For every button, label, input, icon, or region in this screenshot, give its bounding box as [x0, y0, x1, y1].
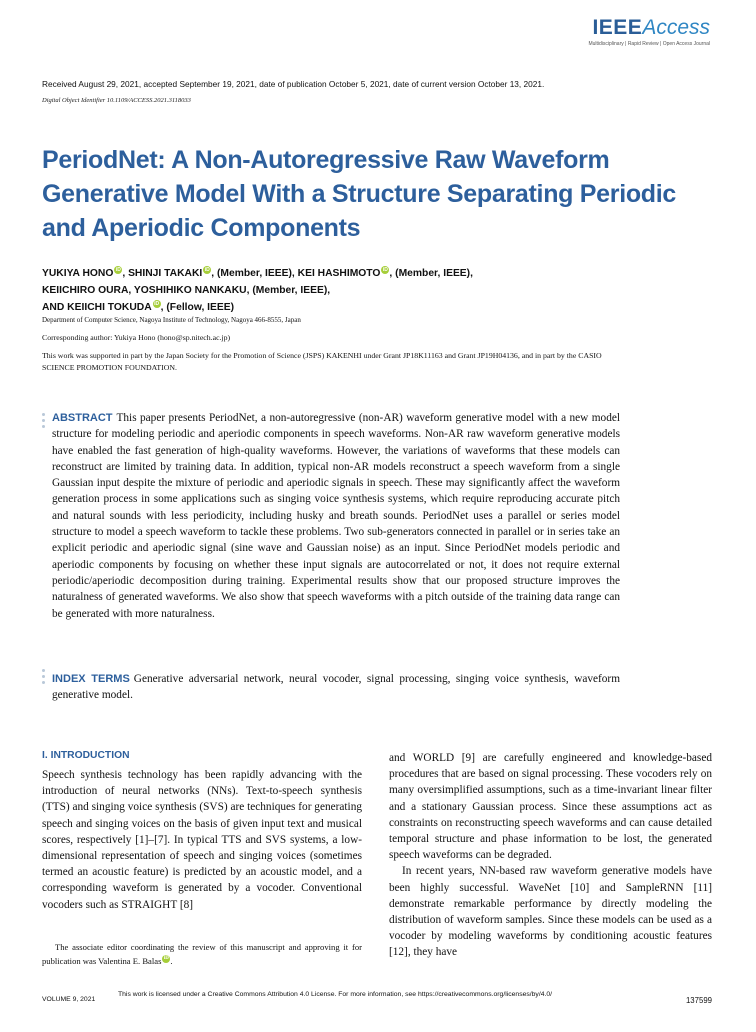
orcid-icon[interactable]: iD	[382, 267, 388, 273]
author-list	[42, 265, 702, 316]
journal-logo	[588, 16, 710, 47]
journal-name-ieee: IEEE	[592, 16, 643, 39]
orcid-icon[interactable]: iD	[204, 267, 210, 273]
corresponding-author: Corresponding author: Yukiya Hono (hono@sp.nitech.ac.jp)	[42, 333, 231, 342]
funding-statement: This work was supported in part by the Japan Society for the Promotion of Science (JSPS) KAKENHI under Grant JP18K11163 and Grant JP19H04136, and in part by the CASIO SCIENCE PROMOTION FOUNDATION.	[42, 351, 602, 372]
index-terms	[52, 671, 620, 704]
footer-page-number: 137599	[685, 996, 712, 1005]
intro-paragraph: In recent years, NN-based raw waveform generative models have been highly successful. WaveNet [10] and SampleRNN [11] demonstrate remarkable performance by directly modeling the distribution of waveform samples. Since these models can be used as a vocoder by modeling waveforms by conditioning acoustic features [12], they have	[389, 865, 712, 959]
dot	[42, 413, 45, 416]
index-terms-dots-icon	[42, 669, 46, 687]
dot	[42, 681, 45, 684]
orcid-icon[interactable]: iD	[154, 301, 160, 307]
orcid-icon[interactable]: iD	[115, 267, 121, 273]
dot	[42, 675, 45, 678]
author-name: KEIICHIRO OURA, YOSHIHIKO NANKAKU, (Member, IEEE),	[42, 285, 331, 296]
author-name: YUKIYA HONO	[42, 268, 114, 279]
author-role: , (Member, IEEE),	[389, 268, 473, 279]
journal-name-access: Access	[642, 16, 710, 39]
affiliation: Department of Computer Science, Nagoya Institute of Technology, Nagoya 466-8555, Japan	[42, 316, 301, 324]
abstract	[52, 410, 620, 622]
dot	[42, 669, 45, 672]
footer-volume: VOLUME 9, 2021	[42, 996, 96, 1003]
footer-license[interactable]: This work is licensed under a Creative Commons Attribution 4.0 License. For more information, see https://creativecommons.org/licenses/by/4.0/	[118, 991, 553, 998]
index-terms-label: INDEX TERMS	[52, 673, 130, 685]
abstract-dots-icon	[42, 413, 46, 431]
paper-title: PeriodNet: A Non-Autoregressive Raw Waveform Generative Model With a Structure Separating Periodic and Aperiodic Components	[42, 146, 677, 242]
abstract-text: This paper presents PeriodNet, a non-autoregressive (non-AR) waveform generative model with a new model structure for modeling periodic and aperiodic components in speech waveforms. Non-AR raw waveform generative models have enabled the fast generation of high-quality waveforms. However, the variations of waveforms that these models can reconstruct are limited by training data. In addition, typical non-AR models reconstruct a speech waveform from a single Gaussian input despite the mixture of periodic and aperiodic signals in speech. These may significantly affect the waveform generation process in some applications such as singing voice synthesis systems, which require reproducing accurate pitch and natural sounds with less periodicity, including husky and breath sounds. PeriodNet uses a parallel or series model structure to model a speech waveform to tackle these problems. Two sub-generators connected in parallel or in series take an explicit periodic and aperiodic signal (sine wave and Gaussian noise) as an input. Since PeriodNet models periodic and aperiodic components by focusing on whether these input signals are autocorrelated or not, it does not require external periodic/aperiodic decomposition during training. Experimental results show that our proposed structure improves the naturalness of generated waveforms. We also show that speech waveforms with a pitch outside of the training data range can be generated with more naturalness.	[52, 412, 620, 620]
intro-paragraph: and WORLD [9] are carefully engineered and knowledge-based procedures that are based on signal processing. These vocoders rely on many oversimplified assumptions, such as a time-invariant linear filter and a stationary Gaussian process. Since these assumptions act as constraints on reconstructing speech waveforms and can cause detailed temporal structure and phase information to be lost, the generated speech waveforms can be degraded.	[389, 752, 712, 862]
abstract-label: ABSTRACT	[52, 412, 113, 424]
author-name: , SHINJI TAKAKI	[122, 268, 203, 279]
dot	[42, 425, 45, 428]
received-dates: Received August 29, 2021, accepted September 19, 2021, date of publication October 5, 2021, date of current version October 13, 2021.	[42, 79, 545, 89]
journal-tagline: Multidisciplinary | Rapid Review | Open Access Journal	[588, 41, 710, 47]
journal-name	[588, 16, 710, 40]
section-heading-introduction: I. INTRODUCTION	[42, 750, 130, 761]
editor-footnote: The associate editor coordinating the review of this manuscript and approving it for publication was Valentina E. Balas iD .	[42, 942, 362, 966]
author-role: , (Fellow, IEEE)	[160, 302, 235, 313]
dot	[42, 419, 45, 422]
author-name: AND KEIICHI TOKUDA	[42, 302, 152, 313]
doi: Digital Object Identifier 10.1109/ACCESS.2021.3118033	[42, 97, 191, 104]
author-name: , (Member, IEEE), KEI HASHIMOTO	[211, 268, 381, 279]
footnote-text: The associate editor coordinating the review of this manuscript and approving it for publication was Valentina E. Balas	[42, 942, 362, 966]
index-terms-text: Generative adversarial network, neural vocoder, signal processing, singing voice synthesis, waveform generative model.	[52, 673, 620, 702]
orcid-icon[interactable]: iD	[163, 955, 169, 961]
intro-right-column	[389, 750, 712, 961]
intro-left-column: Speech synthesis technology has been rapidly advancing with the introduction of neural networks (NNs). Text-to-speech synthesis (TTS) and singing voice synthesis (SVS) are techniques for generating speech and singing voices on the basis of given input text and musical scores, respectively [1]–[7]. In typical TTS and SVS systems, a low-dimensional representation of speech and singing voices (sometimes termed an acoustic feature) is predicted by an acoustic model, and a corresponding waveform is generated by a vocoder. Conventional vocoders such as STRAIGHT [8]	[42, 769, 362, 911]
